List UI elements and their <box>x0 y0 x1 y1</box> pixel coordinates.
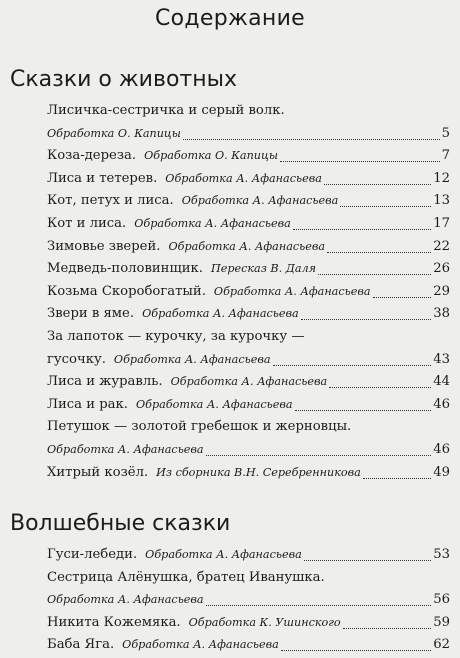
entry-author: Обработка А. Афанасьева <box>135 397 293 411</box>
dot-leader <box>183 133 440 140</box>
entry-author: Обработка А. Афанасьева <box>168 239 326 253</box>
toc-entry <box>47 236 450 258</box>
toc-entry <box>47 123 450 145</box>
page-title: Содержание <box>154 6 306 31</box>
toc-entry <box>47 349 450 371</box>
page-number: 56 <box>433 592 450 608</box>
dot-leader <box>343 622 432 629</box>
entry-title: Лиса и журавль. <box>47 374 163 390</box>
entry-title: Козьма Скоробогатый. <box>47 283 206 299</box>
entry-author: Обработка А. Афанасьева <box>142 307 299 321</box>
page-number: 12 <box>433 170 450 186</box>
entry-title: Никита Кожемяка. <box>47 614 181 630</box>
entry-title: Лиса и рак. <box>47 396 128 412</box>
entry-title: Медведь-половинщик. <box>47 261 203 277</box>
toc-entry <box>47 439 450 461</box>
toc-entry <box>47 281 450 303</box>
toc-entry <box>47 634 450 656</box>
entry-author: Обработка К. Ушинского <box>188 615 341 629</box>
toc-entry <box>47 213 450 235</box>
dot-leader <box>206 599 432 606</box>
page-number: 53 <box>433 547 450 562</box>
entry-author: Обработка А. Афанасьева <box>113 352 271 366</box>
entry-author: Обработка А. Афанасьева <box>122 638 279 652</box>
entry-title: Зимовье зверей. <box>47 238 161 254</box>
dot-leader <box>329 381 431 388</box>
toc-entry <box>47 462 450 484</box>
page-number: 17 <box>433 216 450 231</box>
page-number: 26 <box>433 261 450 277</box>
dot-leader <box>373 291 432 298</box>
entry-author: Обработка А. Афанасьева <box>47 593 204 607</box>
entry-title: гусочку. <box>47 351 106 367</box>
dot-leader <box>273 359 432 366</box>
entry-author: Обработка А. Афанасьева <box>213 284 371 298</box>
entry-title: Хитрый козёл. <box>47 464 149 480</box>
entry-title: Кот и лиса. <box>47 216 127 231</box>
page-number: 13 <box>433 193 450 209</box>
entry-title: Сестрица Алёнушка, братец Иванушка. <box>47 569 325 585</box>
toc-entry <box>47 394 450 416</box>
entry-title: Звери в яме. <box>47 306 135 322</box>
toc-entry <box>47 258 450 280</box>
toc-entry <box>47 326 450 348</box>
entry-author: Обработка А. Афанасьева <box>170 375 328 389</box>
toc-entry <box>47 168 450 190</box>
entry-author: Пересказ В. Даля <box>210 262 317 276</box>
dot-leader <box>363 472 431 479</box>
section-heading: Сказки о животных <box>10 67 237 92</box>
page-number: 62 <box>433 637 450 653</box>
entry-author: Обработка А. Афанасьева <box>145 548 302 561</box>
dot-leader <box>295 404 432 411</box>
page-number: 7 <box>441 148 450 164</box>
page-number: 5 <box>441 125 450 141</box>
toc-entry <box>47 371 450 393</box>
entry-title: За лапоток — курочку, за курочку — <box>47 329 305 344</box>
entry-author: Обработка А. Афанасьева <box>165 171 322 185</box>
toc-entry <box>47 589 450 611</box>
toc-entry <box>47 544 450 566</box>
page-number: 44 <box>433 374 450 390</box>
toc-entry <box>47 612 450 634</box>
entry-title: Гуси-лебеди. <box>47 547 138 562</box>
toc-entry <box>47 145 450 167</box>
dot-leader <box>206 449 432 456</box>
page-number: 46 <box>433 396 450 412</box>
dot-leader <box>318 268 431 275</box>
dot-leader <box>324 178 431 185</box>
entry-title: Кот, петух и лиса. <box>47 193 174 209</box>
dot-leader <box>340 200 431 207</box>
entry-author: Обработка А. Афанасьева <box>47 443 204 456</box>
toc-entry <box>47 303 450 325</box>
dot-leader <box>327 246 431 253</box>
page-number: 43 <box>433 351 450 367</box>
entry-title: Лиса и тетерев. <box>47 170 158 186</box>
toc-entry <box>47 100 450 122</box>
entry-title: Петушок — золотой гребешок и жерновцы. <box>47 419 352 435</box>
entry-title: Баба Яга. <box>47 637 115 653</box>
entry-author: Из сборника В.Н. Серебренникова <box>156 465 361 479</box>
entry-title: Коза-дереза. <box>47 148 137 164</box>
page-number: 49 <box>433 464 450 480</box>
page-number: 38 <box>433 306 450 322</box>
entry-title: Лисичка-сестричка и серый волк. <box>47 103 285 118</box>
toc-entry <box>47 416 450 438</box>
dot-leader <box>293 223 431 230</box>
entry-author: Обработка О. Капицы <box>47 126 181 140</box>
page-number: 22 <box>433 238 450 254</box>
dot-leader <box>304 554 431 561</box>
page-number: 29 <box>433 283 450 299</box>
dot-leader <box>281 644 431 651</box>
entry-author: Обработка А. Афанасьева <box>134 217 291 230</box>
entry-author: Обработка О. Капицы <box>144 149 278 163</box>
toc-entry <box>47 567 450 589</box>
dot-leader <box>301 313 432 320</box>
toc-entry <box>47 190 450 212</box>
section-heading: Волшебные сказки <box>10 511 231 536</box>
dot-leader <box>280 155 440 162</box>
entry-author: Обработка А. Афанасьева <box>181 194 339 208</box>
page-number: 59 <box>433 614 450 630</box>
page-number: 46 <box>433 442 450 457</box>
